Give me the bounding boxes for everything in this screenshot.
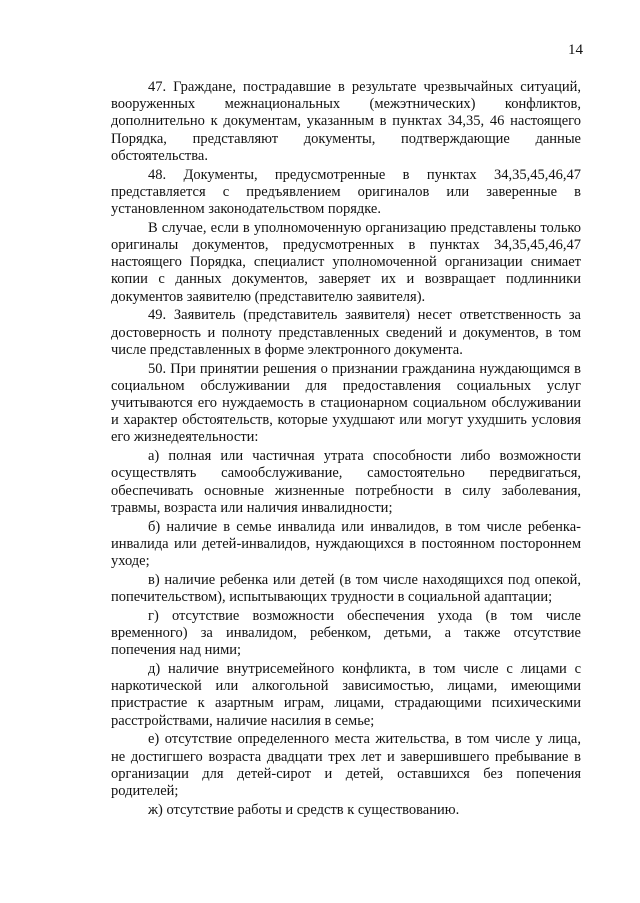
paragraph-48-continued: В случае, если в уполномоченную организацию представлены только оригиналы документов, предусмотренных в пунктах 34,35,45,46,47 настоящего Порядка, специалист уполномоченной организации снимает копии с данных документов, заверяет их и возвращает подлинники документов заявителю (представителю заявителя). xyxy=(111,219,581,305)
list-item-b: б) наличие в семье инвалида или инвалидов, в том числе ребенка-инвалида или детей-инвалидов, нуждающихся в постоянном постороннем уходе; xyxy=(111,518,581,570)
list-item-v: в) наличие ребенка или детей (в том числе находящихся под опекой, попечительством), испытывающих трудности в социальной адаптации; xyxy=(111,571,581,606)
list-item-zh: ж) отсутствие работы и средств к существованию. xyxy=(148,801,460,818)
paragraph-47: 47. Граждане, пострадавшие в результате чрезвычайных ситуаций, вооруженных межнациональных (межэтнических) конфликтов, дополнительно к документам, указанным в пунктах 34,35, 46 настоящего Порядка, представляют документы, подтверждающие данные обстоятельства. xyxy=(111,79,581,164)
list-item-d: д) наличие внутрисемейного конфликта, в том числе с лицами с наркотической или алкогольной зависимостью, лицами, имеющими пристрастие к азартным играм, лицами, страдающими психическими расстройствами, наличие насилия в семье; xyxy=(111,661,581,729)
paragraph-49: 49. Заявитель (представитель заявителя) несет ответственность за достоверность и полноту представленных сведений и документов, в том числе представленных в форме электронного документа. xyxy=(111,307,581,358)
paragraph-50: 50. При принятии решения о признании гражданина нуждающимся в социальном обслуживании для предоставления социальных услуг учитываются его нуждаемость в стационарном социальном обслуживании и характер обстоятельств, которые ухудшают или могут ухудшить условия его жизнедеятельности: xyxy=(111,360,581,446)
document-body xyxy=(111,79,581,821)
list-item-g: г) отсутствие возможности обеспечения ухода (в том числе временного) за инвалидом, ребенком, детьми, а также отсутствие попечения над ними; xyxy=(111,607,581,659)
list-item-e: е) отсутствие определенного места жительства, в том числе у лица, не достигшего возраста двадцати трех лет и завершившего пребывание в организации для детей-сирот и детей, оставшихся без попечения родителей; xyxy=(111,731,581,800)
paragraph-48: 48. Документы, предусмотренные в пунктах 34,35,45,46,47 представляется с предъявлением оригиналов или заверенные в установленном законодательством порядке. xyxy=(111,166,581,218)
page-number: 14 xyxy=(568,42,583,58)
list-item-a: а) полная или частичная утрата способности либо возможности осуществлять самообслуживание, самостоятельно передвигаться, обеспечивать основные жизненные потребности в силу заболевания, травмы, возраста или наличия инвалидности; xyxy=(111,448,581,516)
